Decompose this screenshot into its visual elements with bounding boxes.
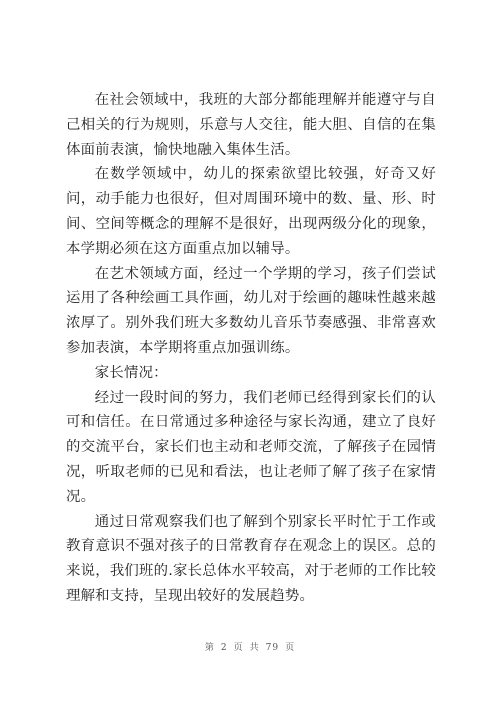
total-label: 页 [285,643,296,653]
current-page-number: 2 [220,643,228,653]
section-heading-parents: 家长情况： [94,364,168,381]
paragraph-parent-observation: 通过日常观察我们也了解到个别家长平时忙于工作或教育意识不强对孩子的日常教育存在观念上的误区。总的来说，我们班的.家长总体水平较高，对于老师的工作比较理解和支持，呈现出较好的发展趋势。 [66,513,436,604]
paragraph-art-domain: 在艺术领域方面，经过一个学期的学习，孩子们尝试运用了各种绘画工具作画，幼儿对于绘画的趣味性越来越浓厚了。别外我们班大多数幼儿音乐节奏感强、非常喜欢参加表演，本学期将重点加强训练。 [66,265,436,356]
page-label: 页 [233,643,244,653]
page-footer [0,640,500,653]
total-page-count: 79 [265,643,280,653]
paragraph-social-domain: 在社会领域中，我班的大部分都能理解并能遵守与自己相关的行为规则，乐意与人交往，能大胆、自信的在集体面前表演，愉快地融入集体生活。 [66,92,436,158]
page-prefix: 第 [204,643,215,653]
paragraph-math-domain: 在数学领域中，幼儿的探索欲望比较强，好奇又好问，动手能力也很好，但对周围环境中的数、量、形、时间、空间等概念的理解不是很好，出现两级分化的现象，本学期必须在这方面重点加以辅导。 [66,166,436,257]
paragraph-parent-trust: 经过一段时间的努力，我们老师已经得到家长们的认可和信任。在日常通过多种途径与家长沟通，建立了良好的交流平台，家长们也主动和老师交流，了解孩子在园情况，听取老师的已见和看法，也让老师了解了孩子在家情况。 [66,389,436,505]
document-body [66,88,436,609]
total-prefix: 共 [249,643,260,653]
